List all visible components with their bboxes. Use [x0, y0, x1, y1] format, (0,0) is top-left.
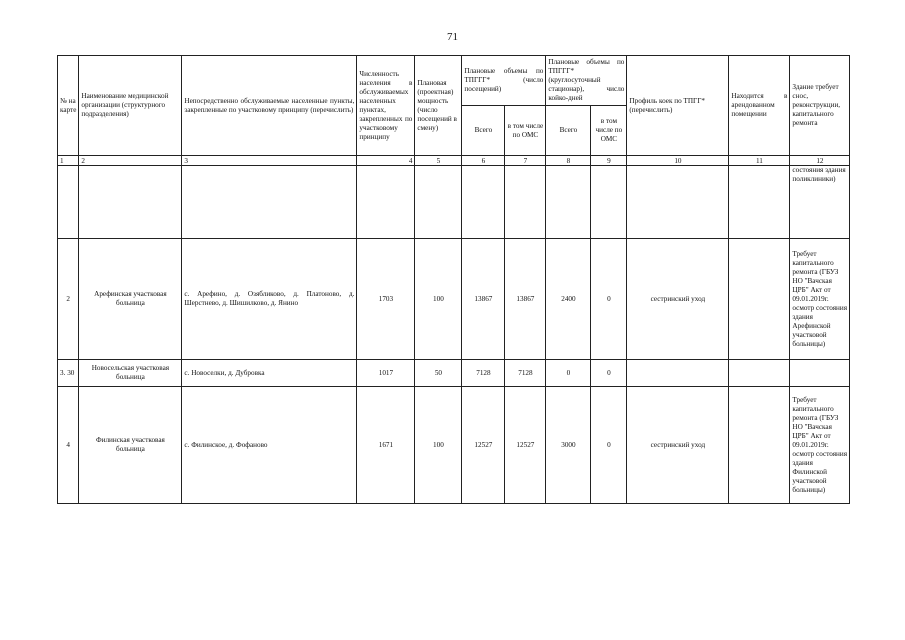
column-number: 10	[627, 156, 729, 166]
cell-population: 1671	[357, 387, 415, 504]
cell-beds-total: 2400	[546, 239, 591, 360]
cell-name	[79, 166, 182, 239]
cell-building: Требует капитального ремонта (ГБУЗ НО "Вачская ЦРБ" Акт от 09.01.2019г. осмотр состояния здания Арефинской участковой больницы)	[790, 239, 850, 360]
column-number: 11	[729, 156, 790, 166]
header-map-number: № на карте	[58, 56, 79, 156]
cell-visits-total: 13867	[462, 239, 505, 360]
header-beds-total: Всего	[546, 106, 591, 156]
header-settlements: Непосредственно обслуживаемые населенные пункты, закрепленные по участковому принципу (перечислить)	[182, 56, 357, 156]
cell-population	[357, 166, 415, 239]
column-number: 7	[505, 156, 546, 166]
hospital-table	[57, 55, 850, 504]
column-number: 12	[790, 156, 850, 166]
cell-beds-total: 0	[546, 360, 591, 387]
cell-capacity: 50	[415, 360, 462, 387]
table-row	[58, 387, 850, 504]
cell-population: 1017	[357, 360, 415, 387]
column-number: 5	[415, 156, 462, 166]
header-org-name: Наименование медицинской организации (структурного подразделения)	[79, 56, 182, 156]
column-numbers-row	[58, 156, 850, 166]
cell-profile	[627, 166, 729, 239]
page-number: 71	[447, 31, 458, 43]
cell-building: Требует капитального ремонта (ГБУЗ НО "Вачская ЦРБ" Акт от 09.01.2019г. осмотр состояния здания Филинской участковой больницы)	[790, 387, 850, 504]
header-visits-oms: в том числе по ОМС	[505, 106, 546, 156]
cell-rented	[729, 387, 790, 504]
cell-visits-oms: 12527	[505, 387, 546, 504]
cell-building: состояния здания поликлиники)	[790, 166, 850, 239]
cell-num: 3. 30	[58, 360, 79, 387]
cell-visits-oms	[505, 166, 546, 239]
cell-name: Арефинская участковая больница	[79, 239, 182, 360]
column-number: 2	[79, 156, 182, 166]
cell-settlements: с. Новоселки, д. Дубровка	[182, 360, 357, 387]
table-row	[58, 239, 850, 360]
cell-visits-total	[462, 166, 505, 239]
cell-num	[58, 166, 79, 239]
cell-capacity	[415, 166, 462, 239]
header-building: Здание требует снос, реконструкции, капитального ремонта	[790, 56, 850, 156]
cell-rented	[729, 239, 790, 360]
cell-settlements: с. Арефино, д. Озябликово, д. Платоново, д. Шерстнево, д. Шишилково, д. Янино	[182, 239, 357, 360]
column-number: 8	[546, 156, 591, 166]
header-rented: Находится в арендованном помещении	[729, 56, 790, 156]
cell-name: Филинская участковая больница	[79, 387, 182, 504]
cell-rented	[729, 166, 790, 239]
cell-beds-total: 3000	[546, 387, 591, 504]
cell-beds-oms: 0	[591, 239, 627, 360]
header-row	[58, 56, 850, 106]
header-bed-profile: Профиль коек по ТПГГ* (перечислить)	[627, 56, 729, 156]
cell-rented	[729, 360, 790, 387]
column-number: 9	[591, 156, 627, 166]
cell-beds-oms	[591, 166, 627, 239]
cell-beds-oms: 0	[591, 360, 627, 387]
cell-visits-total: 7128	[462, 360, 505, 387]
cell-settlements: с. Филинское, д. Фофаново	[182, 387, 357, 504]
cell-building	[790, 360, 850, 387]
column-number: 3	[182, 156, 357, 166]
table-row	[58, 166, 850, 239]
cell-profile	[627, 360, 729, 387]
cell-visits-oms: 13867	[505, 239, 546, 360]
cell-name: Новосельская участковая больница	[79, 360, 182, 387]
cell-capacity: 100	[415, 239, 462, 360]
header-visits-total: Всего	[462, 106, 505, 156]
cell-population: 1703	[357, 239, 415, 360]
table-row	[58, 360, 850, 387]
header-capacity: Плановая (проектная) мощность (число посещений в смену)	[415, 56, 462, 156]
cell-beds-total	[546, 166, 591, 239]
cell-visits-oms: 7128	[505, 360, 546, 387]
column-number: 4	[357, 156, 415, 166]
header-population: Численность населения в обслуживаемых населенных пунктах, закрепленных по участковому принципу	[357, 56, 415, 156]
header-visits-group: Плановые объемы по ТПГГГ* (число посещений)	[462, 56, 546, 106]
cell-num: 2	[58, 239, 79, 360]
cell-visits-total: 12527	[462, 387, 505, 504]
cell-num: 4	[58, 387, 79, 504]
cell-settlements	[182, 166, 357, 239]
cell-capacity: 100	[415, 387, 462, 504]
cell-profile: сестринский уход	[627, 387, 729, 504]
cell-profile: сестринский уход	[627, 239, 729, 360]
header-beds-oms: в том числе по ОМС	[591, 106, 627, 156]
header-beds-group: Плановые объемы по ТПГГГ* (круглосуточный стационар), число койко-дней	[546, 56, 627, 106]
cell-beds-oms: 0	[591, 387, 627, 504]
column-number: 6	[462, 156, 505, 166]
column-number: 1	[58, 156, 79, 166]
